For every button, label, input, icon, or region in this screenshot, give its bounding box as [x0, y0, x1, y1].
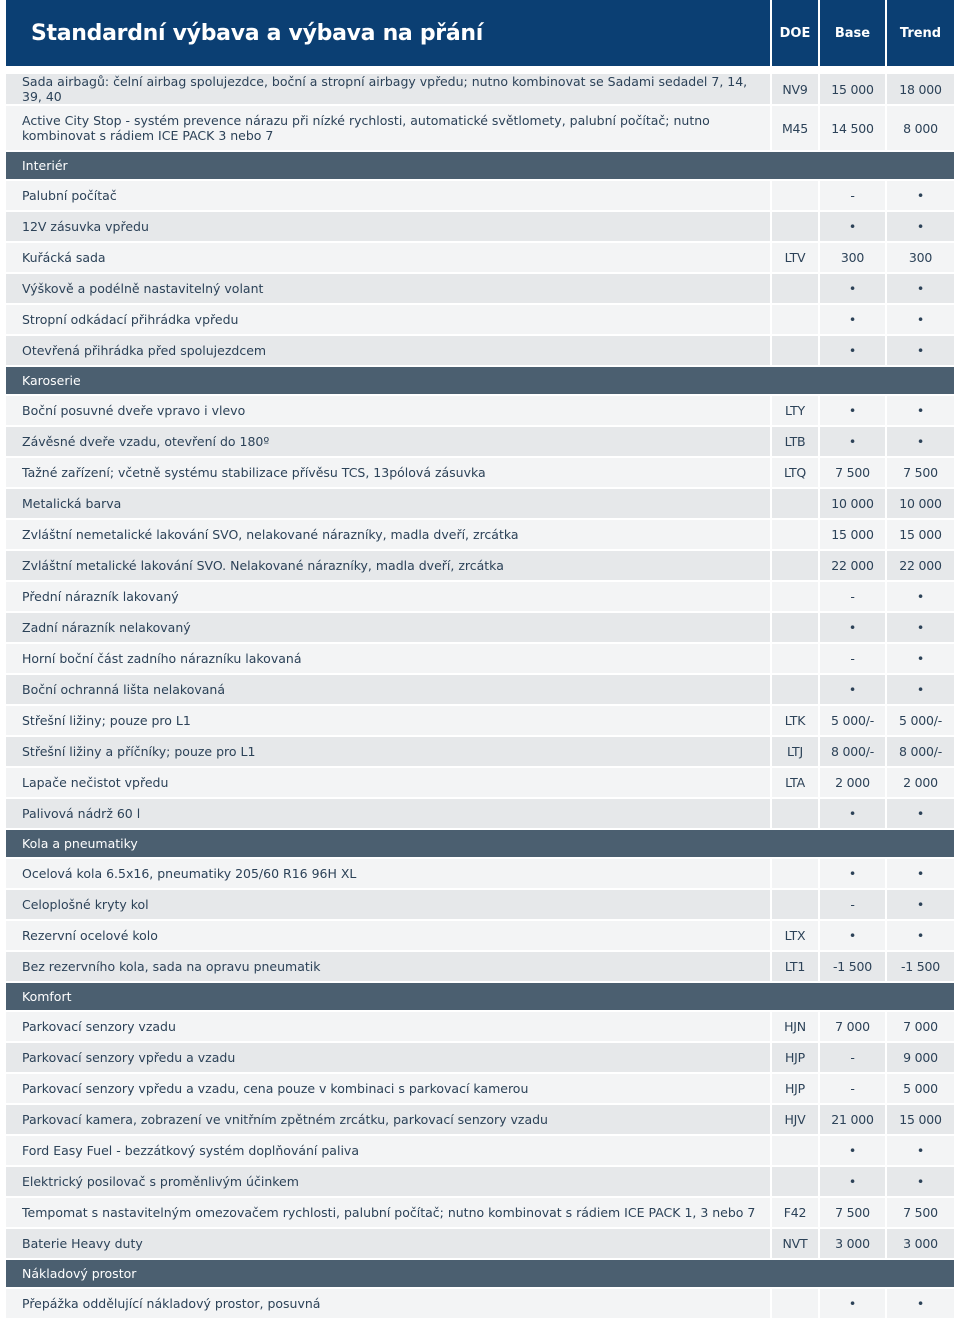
option-name: Ford Easy Fuel - bezzátkový systém doplňování paliva	[6, 1134, 772, 1165]
option-name: Boční posuvné dveře vpravo i vlevo	[6, 394, 772, 425]
option-code: LTV	[772, 241, 820, 272]
option-name: Zvláštní metalické lakování SVO. Nelakované nárazníky, madla dveří, zrcátka	[6, 549, 772, 580]
option-name: Horní boční část zadního nárazníku lakovaná	[6, 642, 772, 673]
price-trend: 3 000	[887, 1227, 954, 1258]
price-base: •	[820, 611, 887, 642]
price-trend: •	[887, 1134, 954, 1165]
option-name: Sada airbagů: čelní airbag spolujezdce, boční a stropní airbagy vpředu; nutno kombinovat se Sadami sedadel 7, 14, 39, 40	[6, 72, 772, 104]
option-code: LTK	[772, 704, 820, 735]
price-base: -	[820, 1041, 887, 1072]
price-trend: 5 000/-	[887, 704, 954, 735]
option-code	[772, 210, 820, 241]
section-header	[6, 828, 954, 857]
option-code: HJP	[772, 1072, 820, 1103]
option-name: Kuřácká sada	[6, 241, 772, 272]
option-code	[772, 272, 820, 303]
price-trend: •	[887, 1165, 954, 1196]
price-base: •	[820, 1287, 887, 1318]
price-base: 15 000	[820, 72, 887, 104]
option-name: Přední nárazník lakovaný	[6, 580, 772, 611]
price-trend: •	[887, 1287, 954, 1318]
section-title: Nákladový prostor	[6, 1258, 954, 1287]
option-code: LTJ	[772, 735, 820, 766]
section-title: Karoserie	[6, 365, 954, 394]
option-name: Přepážka oddělující nákladový prostor, posuvná	[6, 1287, 772, 1318]
column-header-trend: Trend	[887, 0, 954, 66]
table-row	[6, 704, 954, 735]
option-code	[772, 797, 820, 828]
price-trend: 7 500	[887, 1196, 954, 1227]
price-trend: •	[887, 611, 954, 642]
option-name: Baterie Heavy duty	[6, 1227, 772, 1258]
price-trend: •	[887, 642, 954, 673]
price-base: -	[820, 580, 887, 611]
option-code	[772, 518, 820, 549]
table-row	[6, 766, 954, 797]
option-code: M45	[772, 104, 820, 150]
option-name: Celoplošné kryty kol	[6, 888, 772, 919]
price-trend: 15 000	[887, 1103, 954, 1134]
table-row	[6, 1196, 954, 1227]
price-trend: -1 500	[887, 950, 954, 981]
page-title: Standardní výbava a výbava na přání	[6, 0, 772, 66]
table-row	[6, 1103, 954, 1134]
option-code	[772, 673, 820, 704]
option-code	[772, 1165, 820, 1196]
price-trend: 2 000	[887, 766, 954, 797]
price-base: •	[820, 272, 887, 303]
price-base: •	[820, 919, 887, 950]
section-header	[6, 150, 954, 179]
option-name: Tempomat s nastavitelným omezovačem rychlosti, palubní počítač; nutno kombinovat s rádiem ICE PACK 1, 3 nebo 7	[6, 1196, 772, 1227]
table-row	[6, 735, 954, 766]
price-trend: •	[887, 210, 954, 241]
table-row	[6, 673, 954, 704]
table-row	[6, 425, 954, 456]
option-code: NVT	[772, 1227, 820, 1258]
price-trend: 22 000	[887, 549, 954, 580]
option-name: Otevřená přihrádka před spolujezdcem	[6, 334, 772, 365]
option-code: LTA	[772, 766, 820, 797]
option-code: LTQ	[772, 456, 820, 487]
price-base: •	[820, 1165, 887, 1196]
option-code	[772, 334, 820, 365]
option-code: LTY	[772, 394, 820, 425]
table-row	[6, 580, 954, 611]
table-row	[6, 549, 954, 580]
table-row	[6, 303, 954, 334]
table-row	[6, 611, 954, 642]
price-base: 7 500	[820, 1196, 887, 1227]
table-row	[6, 334, 954, 365]
option-name: Výškově a podélně nastavitelný volant	[6, 272, 772, 303]
section-header	[6, 981, 954, 1010]
table-row	[6, 104, 954, 150]
price-trend: 7 000	[887, 1010, 954, 1041]
option-code: LT1	[772, 950, 820, 981]
option-name: Bez rezervního kola, sada na opravu pneumatik	[6, 950, 772, 981]
price-base: -	[820, 888, 887, 919]
option-code: HJP	[772, 1041, 820, 1072]
price-base: 5 000/-	[820, 704, 887, 735]
option-name: Tažné zařízení; včetně systému stabilizace přívěsu TCS, 13pólová zásuvka	[6, 456, 772, 487]
table-row	[6, 1041, 954, 1072]
option-code: HJN	[772, 1010, 820, 1041]
price-trend: •	[887, 334, 954, 365]
option-code	[772, 179, 820, 210]
table-row	[6, 1072, 954, 1103]
table-row	[6, 950, 954, 981]
price-base: -	[820, 179, 887, 210]
price-trend: 9 000	[887, 1041, 954, 1072]
price-base: 21 000	[820, 1103, 887, 1134]
option-code	[772, 611, 820, 642]
price-trend: •	[887, 272, 954, 303]
price-base: 15 000	[820, 518, 887, 549]
price-trend: •	[887, 888, 954, 919]
column-header-base: Base	[820, 0, 887, 66]
table-row	[6, 179, 954, 210]
price-base: •	[820, 425, 887, 456]
price-trend: 7 500	[887, 456, 954, 487]
price-trend: 10 000	[887, 487, 954, 518]
price-trend: 5 000	[887, 1072, 954, 1103]
price-trend: •	[887, 394, 954, 425]
table-row	[6, 1165, 954, 1196]
table-row	[6, 394, 954, 425]
option-name: Parkovací senzory vpředu a vzadu, cena pouze v kombinaci s parkovací kamerou	[6, 1072, 772, 1103]
option-code	[772, 303, 820, 334]
option-code	[772, 549, 820, 580]
option-name: Active City Stop - systém prevence nárazu při nízké rychlosti, automatické světlomety, palubní počítač; nutno kombinovat s rádiem ICE PACK 3 nebo 7	[6, 104, 772, 150]
option-name: Stropní odkádací přihrádka vpředu	[6, 303, 772, 334]
price-base: •	[820, 303, 887, 334]
option-name: Lapače nečistot vpředu	[6, 766, 772, 797]
price-trend: 8 000/-	[887, 735, 954, 766]
price-trend: •	[887, 179, 954, 210]
price-trend: 300	[887, 241, 954, 272]
price-trend: •	[887, 673, 954, 704]
price-base: •	[820, 797, 887, 828]
option-name: Zvláštní nemetalické lakování SVO, nelakované nárazníky, madla dveří, zrcátka	[6, 518, 772, 549]
price-base: 300	[820, 241, 887, 272]
equipment-table	[6, 0, 954, 1318]
option-code: LTX	[772, 919, 820, 950]
table-body	[6, 72, 954, 1318]
price-trend: •	[887, 580, 954, 611]
section-title: Interiér	[6, 150, 954, 179]
option-code	[772, 642, 820, 673]
price-trend: •	[887, 857, 954, 888]
option-name: Parkovací kamera, zobrazení ve vnitřním zpětném zrcátku, parkovací senzory vzadu	[6, 1103, 772, 1134]
option-code: LTB	[772, 425, 820, 456]
section-title: Komfort	[6, 981, 954, 1010]
table-row	[6, 919, 954, 950]
option-name: Ocelová kola 6.5x16, pneumatiky 205/60 R16 96H XL	[6, 857, 772, 888]
option-name: Metalická barva	[6, 487, 772, 518]
price-trend: •	[887, 797, 954, 828]
section-header	[6, 1258, 954, 1287]
price-base: 10 000	[820, 487, 887, 518]
price-base: •	[820, 673, 887, 704]
price-base: 8 000/-	[820, 735, 887, 766]
option-code	[772, 857, 820, 888]
option-name: Elektrický posilovač s proměnlivým účinkem	[6, 1165, 772, 1196]
table-row	[6, 1287, 954, 1318]
table-row	[6, 487, 954, 518]
option-code: NV9	[772, 72, 820, 104]
price-base: -1 500	[820, 950, 887, 981]
option-name: Parkovací senzory vzadu	[6, 1010, 772, 1041]
price-base: •	[820, 394, 887, 425]
price-base: 22 000	[820, 549, 887, 580]
price-trend: 18 000	[887, 72, 954, 104]
table-row	[6, 272, 954, 303]
option-name: 12V zásuvka vpředu	[6, 210, 772, 241]
option-code: HJV	[772, 1103, 820, 1134]
table-row	[6, 72, 954, 104]
option-name: Palivová nádrž 60 l	[6, 797, 772, 828]
price-trend: 8 000	[887, 104, 954, 150]
price-base: -	[820, 1072, 887, 1103]
price-base: -	[820, 642, 887, 673]
option-code	[772, 1287, 820, 1318]
price-base: •	[820, 857, 887, 888]
price-base: 2 000	[820, 766, 887, 797]
option-code	[772, 1134, 820, 1165]
table-row	[6, 456, 954, 487]
price-base: 7 500	[820, 456, 887, 487]
table-row	[6, 857, 954, 888]
price-base: •	[820, 334, 887, 365]
option-name: Střešní ližiny; pouze pro L1	[6, 704, 772, 735]
option-code	[772, 888, 820, 919]
section-header	[6, 365, 954, 394]
section-title: Kola a pneumatiky	[6, 828, 954, 857]
table-row	[6, 1227, 954, 1258]
option-name: Závěsné dveře vzadu, otevření do 180º	[6, 425, 772, 456]
option-name: Rezervní ocelové kolo	[6, 919, 772, 950]
table-row	[6, 241, 954, 272]
price-trend: •	[887, 919, 954, 950]
option-code	[772, 487, 820, 518]
price-trend: 15 000	[887, 518, 954, 549]
table-row	[6, 210, 954, 241]
price-list-page	[6, 0, 960, 1318]
price-base: •	[820, 1134, 887, 1165]
option-name: Parkovací senzory vpředu a vzadu	[6, 1041, 772, 1072]
table-row	[6, 518, 954, 549]
price-trend: •	[887, 425, 954, 456]
option-code	[772, 580, 820, 611]
price-base: 14 500	[820, 104, 887, 150]
column-header-doe: DOE	[772, 0, 820, 66]
option-name: Palubní počítač	[6, 179, 772, 210]
table-row	[6, 797, 954, 828]
table-row	[6, 1010, 954, 1041]
table-row	[6, 642, 954, 673]
option-name: Boční ochranná lišta nelakovaná	[6, 673, 772, 704]
price-base: 3 000	[820, 1227, 887, 1258]
table-header	[6, 0, 954, 66]
option-name: Zadní nárazník nelakovaný	[6, 611, 772, 642]
price-base: 7 000	[820, 1010, 887, 1041]
option-name: Střešní ližiny a příčníky; pouze pro L1	[6, 735, 772, 766]
price-base: •	[820, 210, 887, 241]
table-row	[6, 888, 954, 919]
option-code: F42	[772, 1196, 820, 1227]
price-trend: •	[887, 303, 954, 334]
table-row	[6, 1134, 954, 1165]
